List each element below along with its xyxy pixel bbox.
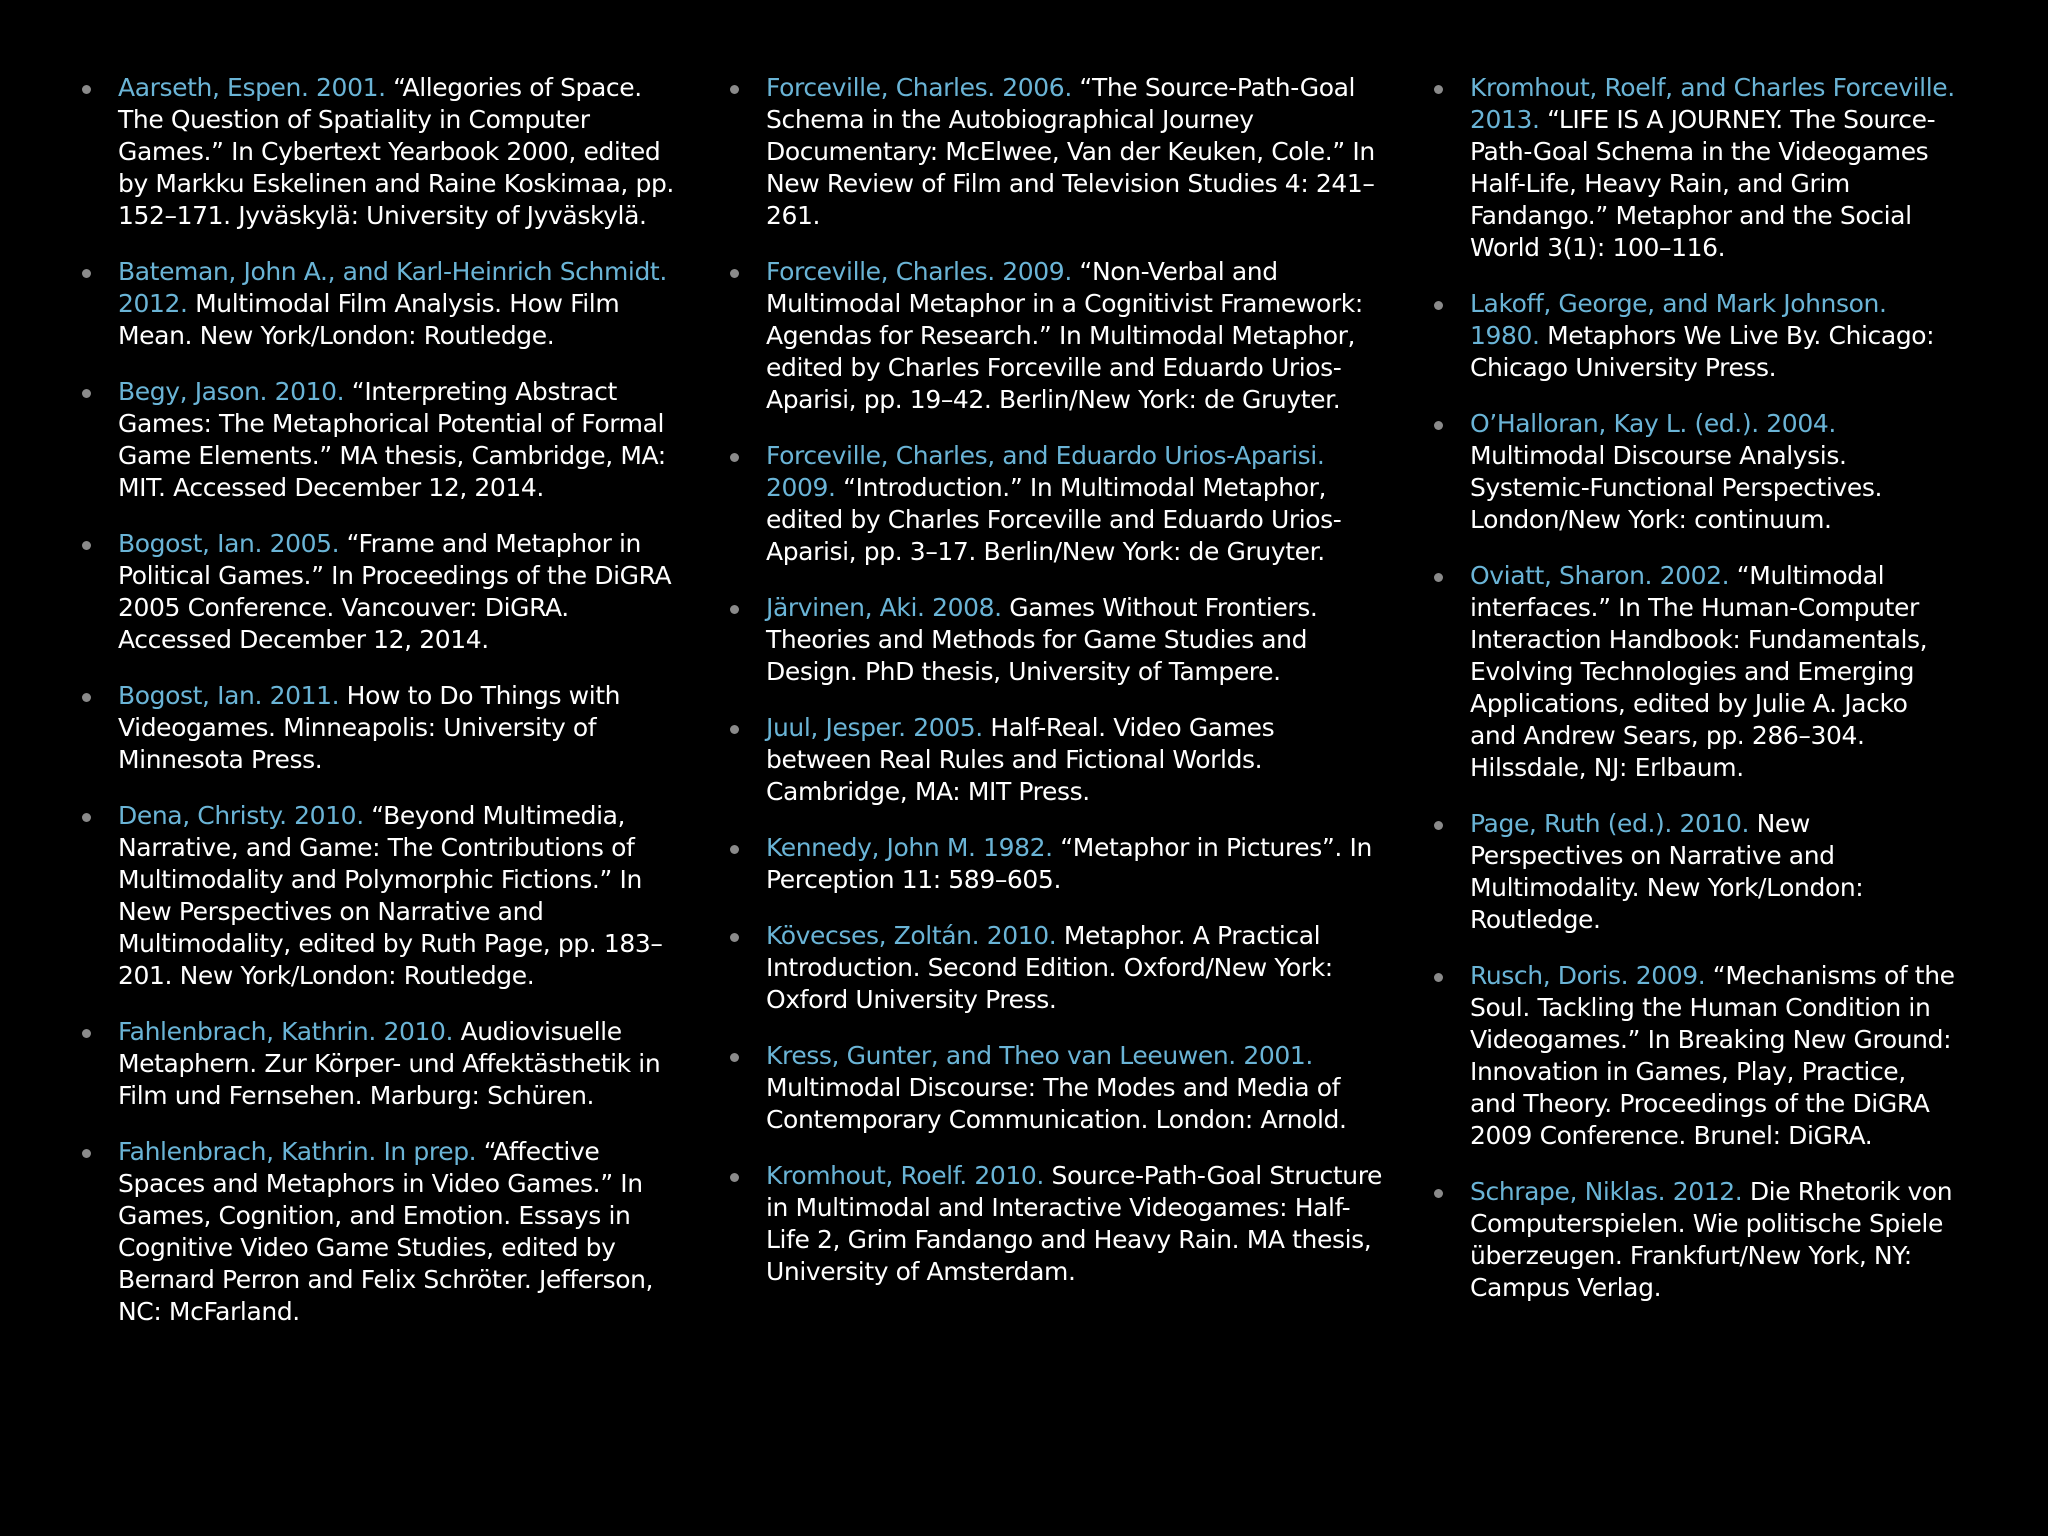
reference-item	[80, 256, 685, 352]
reference-item	[1432, 1176, 1957, 1304]
reference-item	[80, 1016, 685, 1112]
reference-details: “Metaphor in Pictures”. In Perception 11: 589–605.	[766, 833, 1372, 894]
reference-author-year: Järvinen, Aki. 2008.	[766, 593, 1002, 622]
reference-item	[1432, 72, 1957, 264]
reference-item	[728, 592, 1383, 688]
reference-details: Multimodal Discourse: The Modes and Media of Contemporary Communication. London: Arnold.	[766, 1073, 1347, 1134]
reference-details: How to Do Things with Videogames. Minneapolis: University of Minnesota Press.	[118, 681, 621, 774]
reference-column-2	[728, 72, 1383, 1312]
reference-list	[728, 72, 1383, 1288]
reference-author-year: Forceville, Charles. 2006.	[766, 73, 1072, 102]
reference-details: “Multimodal interfaces.” In The Human-Computer Interaction Handbook: Fundamentals, Evolving Technologies and Emerging Applications, edited by Julie A. Jacko and Andrew Sears, pp. 286–304. Hilssdale, NJ: Erlbaum.	[1470, 561, 1928, 782]
reference-author-year: Kress, Gunter, and Theo van Leeuwen. 2001.	[766, 1041, 1313, 1070]
reference-details: “Non-Verbal and Multimodal Metaphor in a Cognitivist Framework: Agendas for Research.” In Multimodal Metaphor, edited by Charles Forceville and Eduardo Urios-Aparisi, pp. 19–42. Berlin/New York: de Gruyter.	[766, 257, 1363, 414]
reference-item	[728, 1160, 1383, 1288]
reference-item	[728, 440, 1383, 568]
reference-author-year: Kromhout, Roelf. 2010.	[766, 1161, 1044, 1190]
reference-item	[728, 72, 1383, 232]
reference-item	[728, 832, 1383, 896]
reference-list	[80, 72, 685, 1328]
reference-author-year: Page, Ruth (ed.). 2010.	[1470, 809, 1750, 838]
reference-details: “Mechanisms of the Soul. Tackling the Human Condition in Videogames.” In Breaking New Ground: Innovation in Games, Play, Practice, and Theory. Proceedings of the DiGRA 2009 Conference. Brunel: DiGRA.	[1470, 961, 1955, 1150]
reference-item	[80, 528, 685, 656]
reference-author-year: Fahlenbrach, Kathrin. In prep.	[118, 1137, 477, 1166]
reference-author-year: Dena, Christy. 2010.	[118, 801, 364, 830]
reference-item	[80, 72, 685, 232]
reference-item	[728, 712, 1383, 808]
reference-author-year: Schrape, Niklas. 2012.	[1470, 1177, 1743, 1206]
reference-item	[80, 376, 685, 504]
reference-author-year: Kromhout, Roelf, and Charles Forceville. 2013.	[1470, 73, 1955, 134]
reference-author-year: Rusch, Doris. 2009.	[1470, 961, 1706, 990]
reference-item	[728, 1040, 1383, 1136]
reference-item	[1432, 560, 1957, 784]
reference-item	[1432, 288, 1957, 384]
reference-details: Multimodal Discourse Analysis. Systemic-Functional Perspectives. London/New York: continuum.	[1470, 441, 1883, 534]
reference-details: “LIFE IS A JOURNEY. The Source-Path-Goal Schema in the Videogames Half-Life, Heavy Rain, and Grim Fandango.” Metaphor and the Social World 3(1): 100–116.	[1470, 105, 1936, 262]
reference-details: Games Without Frontiers. Theories and Methods for Game Studies and Design. PhD thesis, University of Tampere.	[766, 593, 1318, 686]
reference-author-year: Bogost, Ian. 2005.	[118, 529, 340, 558]
reference-author-year: Kövecses, Zoltán. 2010.	[766, 921, 1057, 950]
reference-author-year: Bateman, John A., and Karl-Heinrich Schmidt. 2012.	[118, 257, 667, 318]
reference-author-year: O’Halloran, Kay L. (ed.). 2004.	[1470, 409, 1836, 438]
reference-details: “Interpreting Abstract Games: The Metaphorical Potential of Formal Game Elements.” MA thesis, Cambridge, MA: MIT. Accessed December 12, 2014.	[118, 377, 666, 502]
reference-author-year: Lakoff, George, and Mark Johnson. 1980.	[1470, 289, 1887, 350]
reference-item	[80, 800, 685, 992]
reference-details: Source-Path-Goal Structure in Multimodal and Interactive Videogames: Half-Life 2, Grim Fandango and Heavy Rain. MA thesis, University of Amsterdam.	[766, 1161, 1383, 1286]
reference-author-year: Forceville, Charles, and Eduardo Urios-Aparisi. 2009.	[766, 441, 1325, 502]
reference-author-year: Begy, Jason. 2010.	[118, 377, 345, 406]
reference-details: “Allegories of Space. The Question of Spatiality in Computer Games.” In Cybertext Yearbook 2000, edited by Markku Eskelinen and Raine Koskimaa, pp. 152–171. Jyväskylä: University of Jyväskylä.	[118, 73, 674, 230]
reference-item	[728, 920, 1383, 1016]
reference-author-year: Oviatt, Sharon. 2002.	[1470, 561, 1730, 590]
reference-column-1	[80, 72, 685, 1352]
reference-details: Metaphors We Live By. Chicago: Chicago University Press.	[1470, 321, 1935, 382]
reference-author-year: Aarseth, Espen. 2001.	[118, 73, 386, 102]
reference-details: New Perspectives on Narrative and Multimodality. New York/London: Routledge.	[1470, 809, 1864, 934]
reference-details: Multimodal Film Analysis. How Film Mean. New York/London: Routledge.	[118, 289, 620, 350]
reference-details: Half-Real. Video Games between Real Rules and Fictional Worlds. Cambridge, MA: MIT Press.	[766, 713, 1275, 806]
reference-details: “Introduction.” In Multimodal Metaphor, edited by Charles Forceville and Eduardo Urios-Aparisi, pp. 3–17. Berlin/New York: de Gruyter.	[766, 473, 1342, 566]
reference-details: “Affective Spaces and Metaphors in Video Games.” In Games, Cognition, and Emotion. Essays in Cognitive Video Game Studies, edited by Bernard Perron and Felix Schröter. Jefferson, NC: McFarland.	[118, 1137, 654, 1326]
reference-details: “Frame and Metaphor in Political Games.” In Proceedings of the DiGRA 2005 Conference. Vancouver: DiGRA. Accessed December 12, 2014.	[118, 529, 672, 654]
reference-author-year: Forceville, Charles. 2009.	[766, 257, 1072, 286]
reference-item	[1432, 408, 1957, 536]
reference-item	[1432, 960, 1957, 1152]
reference-list	[1432, 72, 1957, 1304]
reference-details: “Beyond Multimedia, Narrative, and Game: The Contributions of Multimodality and Polymorphic Fictions.” In New Perspectives on Narrative and Multimodality, edited by Ruth Page, pp. 183–201. New York/London: Routledge.	[118, 801, 663, 990]
reference-author-year: Juul, Jesper. 2005.	[766, 713, 983, 742]
reference-details: Metaphor. A Practical Introduction. Second Edition. Oxford/New York: Oxford University Press.	[766, 921, 1333, 1014]
reference-author-year: Bogost, Ian. 2011.	[118, 681, 340, 710]
reference-item	[80, 680, 685, 776]
reference-item	[728, 256, 1383, 416]
reference-author-year: Kennedy, John M. 1982.	[766, 833, 1053, 862]
reference-item	[80, 1136, 685, 1328]
reference-item	[1432, 808, 1957, 936]
reference-details: Die Rhetorik von Computerspielen. Wie politische Spiele überzeugen. Frankfurt/New York, NY: Campus Verlag.	[1470, 1177, 1953, 1302]
reference-author-year: Fahlenbrach, Kathrin. 2010.	[118, 1017, 454, 1046]
reference-column-3	[1432, 72, 1957, 1328]
reference-details: “The Source-Path-Goal Schema in the Autobiographical Journey Documentary: McElwee, Van der Keuken, Cole.” In New Review of Film and Television Studies 4: 241–261.	[766, 73, 1375, 230]
reference-details: Audiovisuelle Metaphern. Zur Körper- und Affektästhetik in Film und Fernsehen. Marburg: Schüren.	[118, 1017, 661, 1110]
